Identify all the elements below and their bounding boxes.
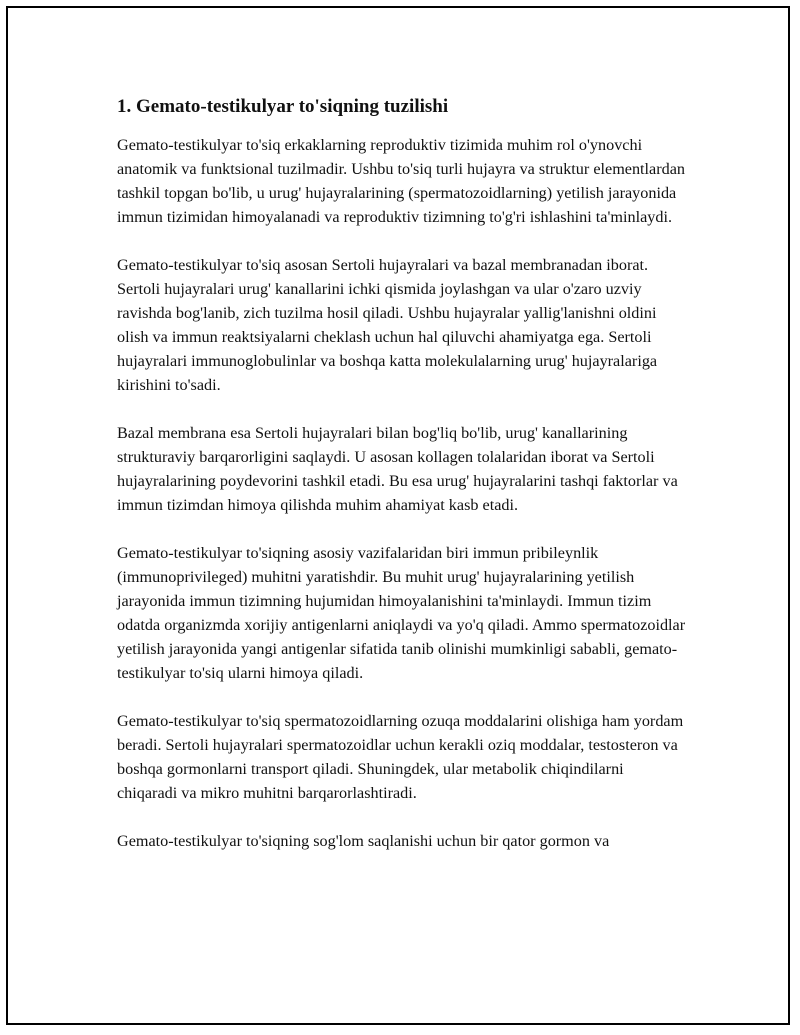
- document-body: [117, 91, 687, 877]
- paragraph-hormones: Gemato-testikulyar to'siqning sog'lom saqlanishi uchun bir qator gormon va: [117, 832, 610, 850]
- paragraph-nutrient-transport: Gemato-testikulyar to'siq spermatozoidlarning ozuqa moddalarini olishiga ham yordam beradi. Sertoli hujayralari spermatozoidlar uchun kerakli oziq moddalar, testosteron va boshqa gormonlarni transport qiladi. Shuningdek, ular metabolik chiqindilarni chiqaradi va mikro muhitni barqarorlashtiradi.: [117, 712, 684, 802]
- paragraph-intro: Gemato-testikulyar to'siq erkaklarning reproduktiv tizimida muhim rol o'ynovchi anatomik va funktsional tuzilmadir. Ushbu to'siq turli hujayra va struktur elementlardan tashkil topgan bo'lib, u urug' hujayralarining (spermatozoidlarning) yetilish jarayonida immun tizimidan himoyalanadi va reproduktiv tizimning to'g'ri ishlashini ta'minlaydi.: [117, 136, 686, 226]
- paragraph-sertoli-cells: Gemato-testikulyar to'siq asosan Sertoli hujayralari va bazal membranadan iborat. Sertoli hujayralari urug' kanallarini ichki qismida joylashgan va ular o'zaro uzviy ravishda bog'lanib, zich tuzilma hosil qiladi. Ushbu hujayralar yallig'lanishni oldini olish va immun reaktsiyalarni cheklash uchun hal qiluvchi ahamiyatga ega. Sertoli hujayralari immunoglobulinlar va boshqa katta molekulalarning urug' hujayralariga kirishini to'sadi.: [117, 256, 658, 394]
- paragraph-basal-membrane: Bazal membrana esa Sertoli hujayralari bilan bog'liq bo'lib, urug' kanallarining strukturaviy barqarorligini saqlaydi. U asosan kollagen tolalaridan iborat va Sertoli hujayralarining poydevorini tashkil etadi. Bu esa urug' hujayralarini tashqi faktorlar va immun tizimdan himoya qilishda muhim ahamiyat kasb etadi.: [117, 424, 678, 514]
- paragraph-immune-privilege: Gemato-testikulyar to'siqning asosiy vazifalaridan biri immun pribileynlik (immunoprivileged) muhitni yaratishdir. Bu muhit urug' hujayralarining yetilish jarayonida immun tizimning hujumidan himoyalanishini ta'minlaydi. Immun tizim odatda organizmda xorijiy antigenlarni aniqlaydi va yo'q qiladi. Ammo spermatozoidlar yetilish jarayonida yangi antigenlar sifatida tanib olinishi mumkinligi sababli, gemato-testikulyar to'siq ularni himoya qiladi.: [117, 544, 686, 682]
- section-heading: 1. Gemato-testikulyar to'siqning tuzilishi: [117, 96, 449, 117]
